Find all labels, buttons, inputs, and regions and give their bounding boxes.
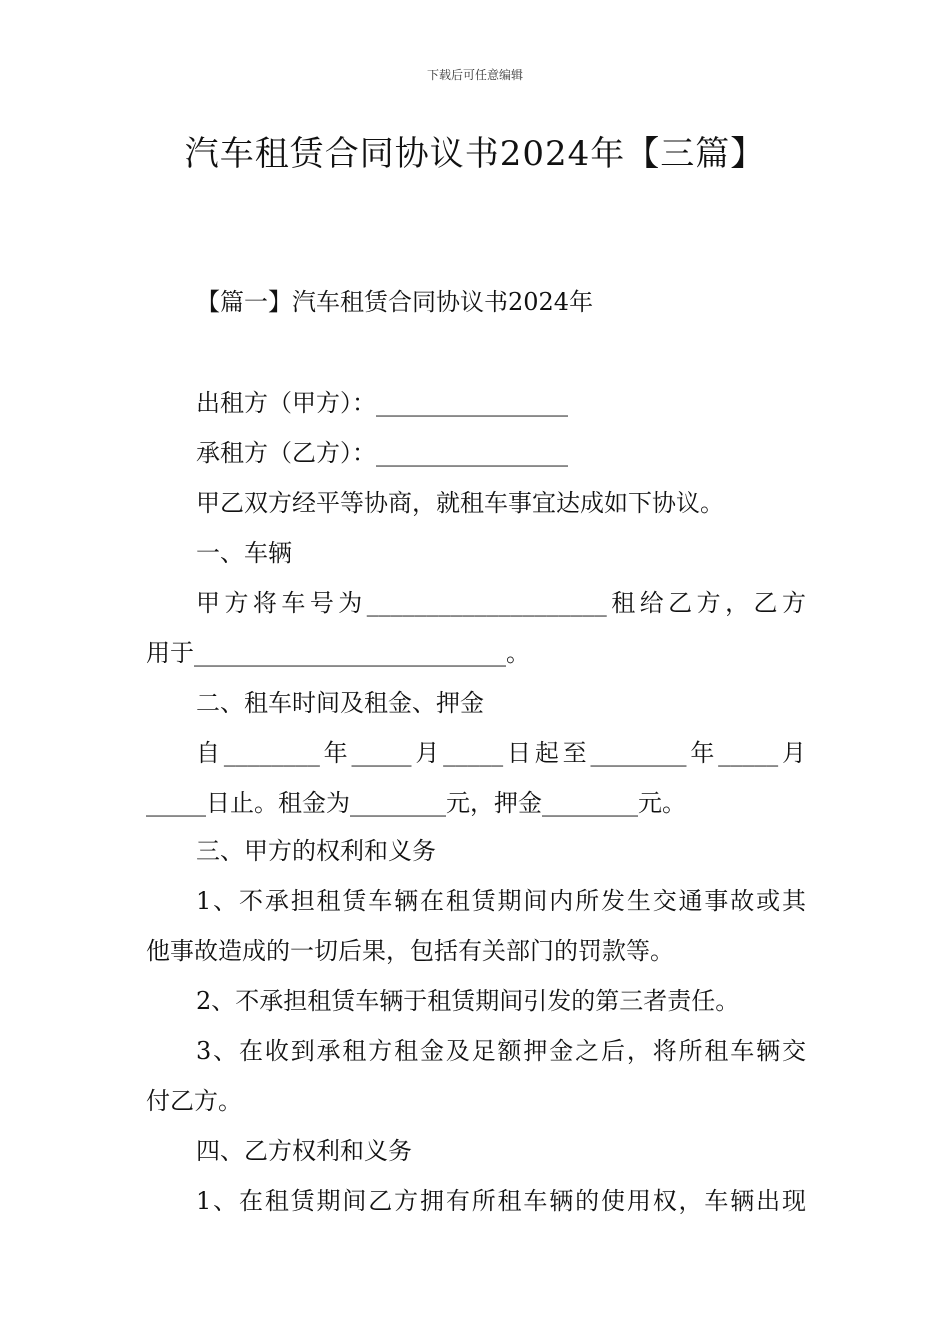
lessor-duty-1-line1: 1、不承担租赁车辆在租赁期间内所发生交通事故或其 [196,887,806,915]
section-heading: 【篇一】汽车租赁合同协议书2024年 [196,288,594,316]
clause-heading-lessor-duties: 三、甲方的权利和义务 [196,837,436,865]
agreement-intro: 甲乙双方经平等协商，就租车事宜达成如下协议。 [196,489,724,517]
lessor-duty-1-line2: 他事故造成的一切后果，包括有关部门的罚款等。 [146,937,674,965]
period-paragraph-line1: 自________年_____月_____日起至________年_____月 [196,739,806,767]
clause-heading-lessee-duties: 四、乙方权利和义务 [196,1137,412,1165]
lessee-duty-1-line1: 1、在租赁期间乙方拥有所租车辆的使用权，车辆出现 [196,1187,806,1215]
lessor-line: 出租方（甲方）：________________ [196,389,568,417]
lessor-duty-2: 2、不承担租赁车辆于租赁期间引发的第三者责任。 [196,987,740,1015]
document-title: 汽车租赁合同协议书2024年【三篇】 [184,134,766,174]
lessor-duty-3-line2: 付乙方。 [146,1087,242,1115]
period-paragraph-line2: _____日止。租金为________元，押金________元。 [146,789,686,817]
vehicle-paragraph-line2: 用于__________________________。 [146,639,530,667]
clause-heading-period: 二、租车时间及租金、押金 [196,689,484,717]
header-note: 下载后可任意编辑 [426,68,523,82]
lessor-duty-3-line1: 3、在收到承租方租金及足额押金之后，将所租车辆交 [196,1037,806,1065]
clause-heading-vehicle: 一、车辆 [196,539,292,567]
vehicle-paragraph-line1: 甲方将车号为____________________租给乙方，乙方 [196,589,806,617]
lessee-line: 承租方（乙方）：________________ [196,439,568,467]
